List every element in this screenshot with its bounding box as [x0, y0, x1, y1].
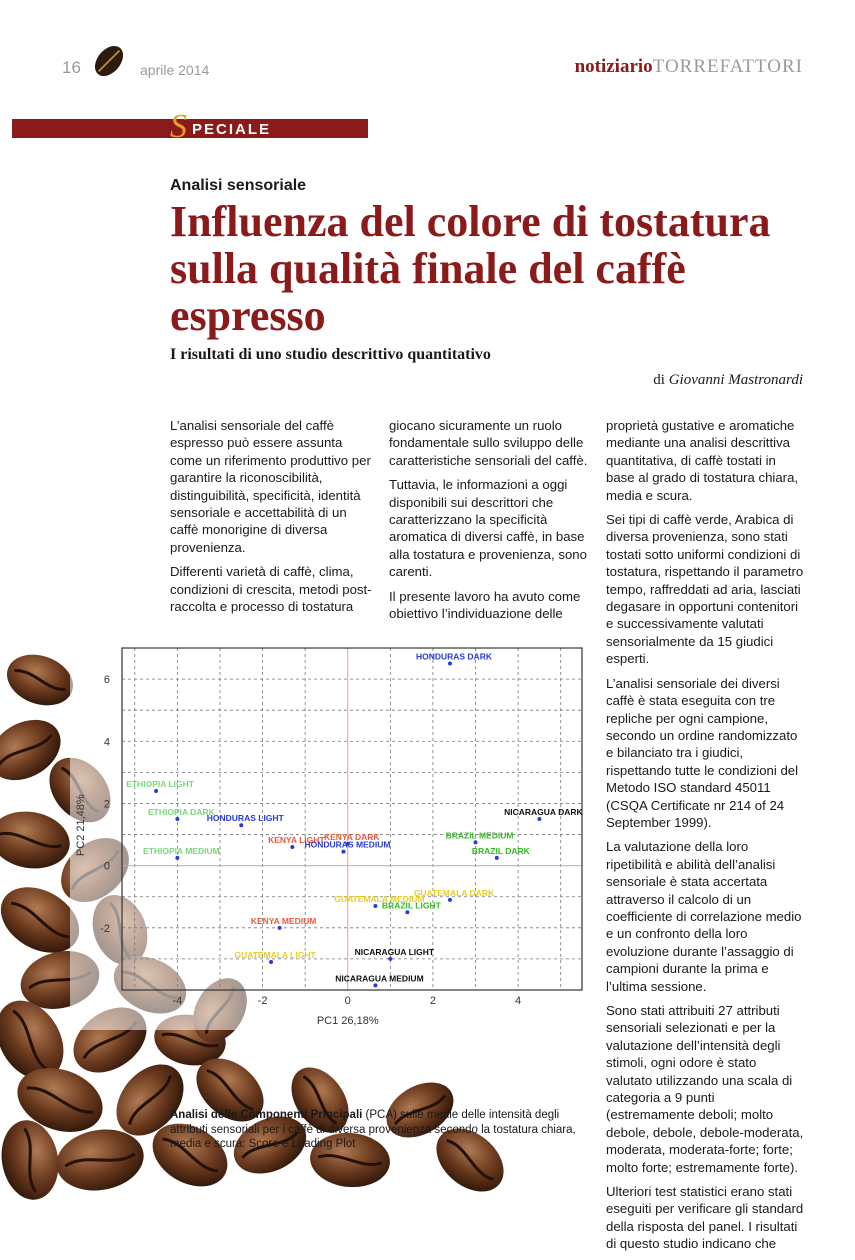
figure-caption — [170, 1108, 590, 1152]
y-axis-label: PC2 21,48% — [75, 794, 87, 857]
point-label: BRAZIL MEDIUM — [445, 830, 514, 841]
point-label: KENYA MEDIUM — [250, 915, 317, 926]
data-point — [405, 910, 409, 914]
x-tick-label: -2 — [257, 995, 268, 1007]
point-label: NICARAGUA MEDIUM — [335, 973, 424, 984]
point-label: BRAZIL LIGHT — [381, 900, 441, 911]
caption-text: (PCA) sulle medie delle intensità degli attributi sensoriali per i caffè di diversa provenienza secondo la tostatura chiara, media e scura: Score e Loading Plot — [170, 1109, 576, 1150]
coffee-bean — [0, 646, 80, 714]
paragraph: proprietà gustative e aromatiche mediante una analisi descrittiva quantitativa, di caffè tostati in base al grado di tostatura chiara, media e scura. — [606, 418, 799, 503]
data-point — [341, 850, 345, 854]
x-tick-label: 4 — [515, 995, 522, 1007]
data-point — [448, 662, 452, 666]
section-initial: S — [170, 108, 187, 145]
y-tick-label: 6 — [103, 674, 110, 687]
point-label: GUATEMALA LIGHT — [234, 950, 316, 961]
byline-prefix: di — [653, 372, 665, 388]
data-point — [290, 845, 294, 849]
point-label: BRAZIL DARK — [471, 845, 530, 856]
paragraph: La valutazione della loro ripetibilità e abilità dell’analisi sensoriale è stata accertata attraverso il calcolo di un coefficiente di correlazione medio e un confronto della loro evoluzione durante l’assaggio di campioni durante la prima e l’ultima sessione. — [606, 839, 802, 994]
data-point — [175, 856, 179, 860]
masthead-title: notiziario — [574, 56, 653, 77]
point-label: HONDURAS DARK — [415, 651, 492, 662]
article-title: Influenza del colore di tostatura sulla qualità finale del caffè espresso — [170, 197, 771, 340]
x-tick-label: 0 — [344, 995, 351, 1007]
x-tick-label: -4 — [172, 995, 183, 1007]
point-label: KENYA DARK — [323, 831, 380, 842]
x-axis-label: PC1 26,18% — [316, 1015, 379, 1027]
text-column-2 — [389, 417, 594, 629]
paragraph: L’analisi sensoriale dei diversi caffè è stata eseguita con tre repliche per ogni campione, secondo un ordine randomizzato e bilanciato tra i giudici, rispettando tutte le condizioni del Metodo ISO standard 45011 (CSQA Certificate nr 214 of 24 September 1999). — [606, 675, 799, 830]
section-band — [12, 119, 368, 138]
paragraph: Ulteriori test statistici erano stati eseguiti per verificare gli standard della risposta del panel. I risultati di questo studio indicano che — [606, 1184, 804, 1252]
caption-bold: Analisi delle Componenti Principali — [170, 1109, 363, 1121]
page-number: 16 — [62, 58, 81, 77]
paragraph: Il presente lavoro ha avuto come obiettivo l’individuazione delle — [389, 588, 581, 622]
paragraph: Sei tipi di caffè verde, Arabica di diversa provenienza, sono stati tostati sotto uniformi condizioni di tostatura, rispettando il parametro tempo, raffreddati ad aria, lasciati degasare in opportuni contenitori e successivamente valutati sensorialmente da 15 giudici esperti. — [606, 512, 804, 667]
text-column-1 — [170, 417, 375, 622]
data-point — [495, 856, 499, 860]
point-label: NICARAGUA LIGHT — [354, 946, 435, 957]
point-label: HONDURAS LIGHT — [206, 813, 284, 824]
data-point — [448, 898, 452, 902]
data-point — [373, 983, 377, 987]
point-label: ETHIOPIA DARK — [147, 807, 215, 817]
point-label: GUATEMALA MEDIUM — [334, 894, 425, 905]
data-point — [175, 817, 179, 821]
paragraph: Differenti varietà di caffè, clima, condizioni di crescita, metodi post-raccolta e processo di tostatura — [170, 564, 372, 615]
y-tick-label: 4 — [103, 736, 110, 749]
point-label: KENYA LIGHT — [268, 834, 325, 845]
y-tick-label: -2 — [100, 922, 110, 935]
section-label: PECIALE — [192, 121, 272, 138]
article-subtitle: I risultati di uno studio descrittivo quantitativo — [170, 346, 491, 363]
data-point — [278, 926, 282, 930]
y-tick-label: 0 — [103, 860, 110, 873]
point-label: NICARAGUA DARK — [504, 807, 583, 817]
data-point — [239, 823, 243, 827]
y-tick-label: 2 — [103, 798, 110, 811]
masthead-subtitle: TORREFATTORI — [652, 56, 803, 77]
masthead — [575, 56, 803, 78]
issue-date: aprile 2014 — [140, 62, 210, 78]
point-label: ETHIOPIA LIGHT — [126, 779, 194, 790]
coffee-bean — [0, 805, 74, 874]
data-point — [373, 904, 377, 908]
point-label: GUATEMALA DARK — [413, 887, 495, 898]
coffee-bean-icon — [90, 42, 128, 80]
paragraph: Sono stati attribuiti 27 attributi sensoriali selezionati e per la valutazione dell’intensità degli stimoli, ogni odore è stato valutato utilizzando una scala di categoria a 9 punti (estremamente deboli; molto debole, debole, debole-moderata, moderata, moderata-forte; forte; molto forte; estremamente forte). — [606, 1003, 804, 1175]
data-point — [537, 817, 541, 821]
author-name: Giovanni Mastronardi — [668, 372, 803, 388]
text-column-3 — [606, 417, 806, 1260]
paragraph: Tuttavia, le informazioni a oggi disponibili sui descrittori che caratterizzano la specificità aromatica di diversi caffè, in base alla tostatura e provenienza, sono carenti. — [389, 477, 587, 580]
article-kicker: Analisi sensoriale — [170, 177, 307, 194]
x-tick-label: 2 — [429, 995, 436, 1007]
pca-scatter-chart — [70, 640, 590, 1030]
point-label: HONDURAS MEDIUM — [304, 839, 391, 850]
point-label: ETHIOPIA MEDIUM — [143, 845, 220, 856]
data-point — [269, 960, 273, 964]
data-point — [388, 957, 392, 961]
data-point — [474, 840, 478, 844]
paragraph: giocano sicuramente un ruolo fondamentale sullo sviluppo delle caratteristiche sensoriali del caffè. — [389, 418, 588, 468]
byline — [653, 372, 803, 389]
paragraph: L’analisi sensoriale del caffè espresso può essere assunta come un riferimento produttivo per garantire la riconoscibilità, distinguibilità, specificità, identità sensoriale e accettabilità di un caffè monorigine di diversa provenienza. — [170, 418, 371, 555]
data-point — [154, 789, 158, 793]
